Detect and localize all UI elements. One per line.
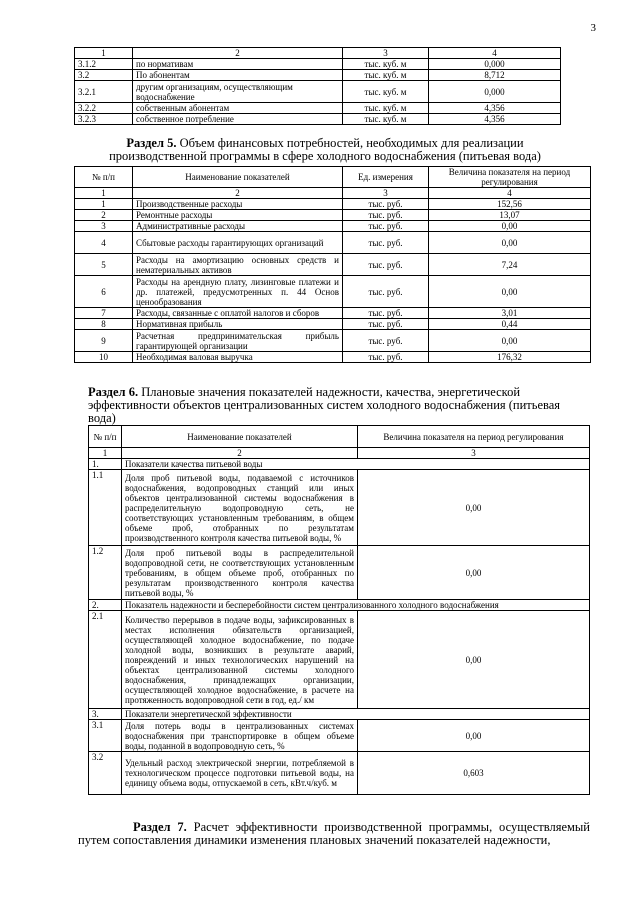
group-number: 3. [89,709,122,720]
row-name: По абонентам [133,70,343,81]
table-row [75,221,591,232]
row-unit: тыс. руб. [343,254,429,276]
row-value: 3,01 [429,308,591,319]
number-cell: 1 [89,448,122,459]
row-name: Сбытовые расходы гарантирующих организаций [133,232,343,254]
header-cell: 4 [429,48,561,59]
row-value: 0,000 [429,59,561,70]
table-row [75,330,591,352]
number-cell: 4 [429,188,591,199]
section-7-label: Раздел 7. [133,820,187,834]
table-row [75,276,591,308]
number-cell: 2 [133,188,343,199]
group-row [89,709,590,720]
section-7-heading [78,821,590,847]
table-row [75,254,591,276]
group-title: Показатели качества питьевой воды [122,459,590,470]
row-value: 13,07 [429,210,591,221]
section-7-title: Расчет эффективности производственной программы, осуществляемый путем сопоставления динамики изменения плановых значений показателей надежности, [78,820,590,847]
row-number: 3.2.2 [75,103,133,114]
row-unit: тыс. руб. [343,319,429,330]
row-unit: тыс. руб. [343,232,429,254]
table-row [89,752,590,795]
row-number: 10 [75,352,133,363]
table-finance [74,166,591,363]
table-indicators [88,425,590,795]
header-cell: 2 [133,48,343,59]
row-number: 3.2 [75,70,133,81]
row-value: 8,712 [429,70,561,81]
table-row [89,546,590,600]
table-row [89,720,590,752]
header-cell: № п/п [89,426,122,448]
row-value: 176,32 [429,352,591,363]
table-number-row [89,448,590,459]
section-5-title: Объем финансовых потребностей, необходимых для реализации производственной программы в сфере холодного водоснабжения (питьевая вода) [109,136,541,163]
row-unit: тыс. руб. [343,330,429,352]
item-text: Доля проб питьевой воды, подаваемой с источников водоснабжения, водопроводных станций или иных объектов централизованной системы водоснабжения в распределительную водопроводную сеть, не соответствующих установленным требованиям, в общем объеме проб, отобранных по результатам производственного контроля качества питьевой воды, % [122,470,358,546]
row-number: 2 [75,210,133,221]
row-number: 5 [75,254,133,276]
row-unit: тыс. куб. м [343,114,429,125]
table-row [75,308,591,319]
group-number: 1. [89,459,122,470]
number-cell: 3 [358,448,590,459]
row-number: 3.2.1 [75,81,133,103]
item-number: 1.1 [89,470,122,546]
item-text: Количество перерывов в подаче воды, зафиксированных в местах исполнения обязательств организацией, осуществляющей холодное водоснабжение, по подаче холодной воды, возникших в результате аварий, повреждений и иных технологических нарушений на объектах централизованной системы холодного водоснабжения, принадлежащих организации, осуществляющей холодное водоснабжение, в расчете на протяженность водопроводной сети в год, ед./ км [122,611,358,709]
row-value: 0,44 [429,319,591,330]
row-name: Расходы на арендную плату, лизинговые платежи и др. платежей, предусмотренных п. 44 Основ ценообразования [133,276,343,308]
group-title: Показатель надежности и бесперебойности систем централизованного холодного водоснабжения [122,600,590,611]
section-5-label: Раздел 5. [126,136,177,150]
group-row [89,600,590,611]
table-row [75,319,591,330]
row-number: 6 [75,276,133,308]
table-header-row [75,48,561,59]
header-cell: Величина показателя на период регулирования [429,167,591,188]
row-unit: тыс. куб. м [343,81,429,103]
table-row [75,210,591,221]
table-row [75,103,561,114]
row-value: 0,00 [429,221,591,232]
row-number: 7 [75,308,133,319]
row-unit: тыс. руб. [343,276,429,308]
item-value: 0,00 [358,470,590,546]
section-6-title: Плановые значения показателей надежности, качества, энергетической эффективности объектов централизованных систем холодного водоснабжения (питьевая вода) [88,385,561,425]
item-number: 3.1 [89,720,122,752]
group-row [89,459,590,470]
row-unit: тыс. куб. м [343,59,429,70]
row-unit: тыс. руб. [343,199,429,210]
row-name: Производственные расходы [133,199,343,210]
row-unit: тыс. куб. м [343,103,429,114]
row-unit: тыс. руб. [343,308,429,319]
row-number: 1 [75,199,133,210]
row-name: по нормативам [133,59,343,70]
header-cell: 3 [343,48,429,59]
row-unit: тыс. руб. [343,352,429,363]
item-number: 1.2 [89,546,122,600]
row-number: 3 [75,221,133,232]
row-name: Административные расходы [133,221,343,232]
header-cell: Наименование показателей [122,426,358,448]
row-name: Необходимая валовая выручка [133,352,343,363]
row-name: собственное потребление [133,114,343,125]
table-row [75,114,561,125]
row-number: 3.1.2 [75,59,133,70]
row-name: Расходы, связанные с оплатой налогов и сборов [133,308,343,319]
row-number: 4 [75,232,133,254]
row-value: 152,56 [429,199,591,210]
item-value: 0,603 [358,752,590,795]
number-cell: 3 [343,188,429,199]
row-value: 0,000 [429,81,561,103]
row-name: Расходы на амортизацию основных средств и нематериальных активов [133,254,343,276]
table-row [75,199,591,210]
row-value: 0,00 [429,276,591,308]
group-number: 2. [89,600,122,611]
item-value: 0,00 [358,611,590,709]
row-value: 7,24 [429,254,591,276]
row-name: собственным абонентам [133,103,343,114]
row-value: 0,00 [429,232,591,254]
number-cell: 2 [122,448,358,459]
row-number: 9 [75,330,133,352]
header-cell: Ед. измерения [343,167,429,188]
table-row [75,232,591,254]
table-row [89,611,590,709]
item-number: 3.2 [89,752,122,795]
row-value: 4,356 [429,103,561,114]
table-header-row [75,167,591,188]
row-number: 3.2.3 [75,114,133,125]
page-number: 3 [590,22,596,34]
row-name: Расчетная предпринимательская прибыль гарантирующей организации [133,330,343,352]
item-value: 0,00 [358,720,590,752]
row-number: 8 [75,319,133,330]
row-name: другим организациям, осуществляющим водоснабжение [133,81,343,103]
row-name: Нормативная прибыль [133,319,343,330]
item-text: Доля потерь воды в централизованных системах водоснабжения при транспортировке в общем объеме воды, поданной в водопроводную сеть, % [122,720,358,752]
item-text: Доля проб питьевой воды в распределительной водопроводной сети, не соответствующих установленным требованиям, в общем объеме проб, отобранных по результатам производственного контроля качества питьевой воды, % [122,546,358,600]
row-unit: тыс. руб. [343,210,429,221]
row-unit: тыс. руб. [343,221,429,232]
header-cell: № п/п [75,167,133,188]
row-name: Ремонтные расходы [133,210,343,221]
item-text: Удельный расход электрической энергии, потребляемой в технологическом процессе подготовки питьевой воды, на единицу объема воды, отпускаемой в сеть, кВт.ч/куб. м [122,752,358,795]
table-number-row [75,188,591,199]
section-6-heading [88,386,588,425]
header-cell: Наименование показателей [133,167,343,188]
row-value: 4,356 [429,114,561,125]
header-cell: 1 [75,48,133,59]
table-row [75,59,561,70]
item-value: 0,00 [358,546,590,600]
table-row [89,470,590,546]
table-row [75,352,591,363]
row-value: 0,00 [429,330,591,352]
header-cell: Величина показателя на период регулирования [358,426,590,448]
item-number: 2.1 [89,611,122,709]
number-cell: 1 [75,188,133,199]
section-5-heading [80,137,570,163]
row-unit: тыс. куб. м [343,70,429,81]
table-row [75,70,561,81]
section-6-label: Раздел 6. [88,385,139,399]
table-row [75,81,561,103]
table-volumes [74,47,561,125]
group-title: Показатели энергетической эффективности [122,709,590,720]
table-header-row [89,426,590,448]
